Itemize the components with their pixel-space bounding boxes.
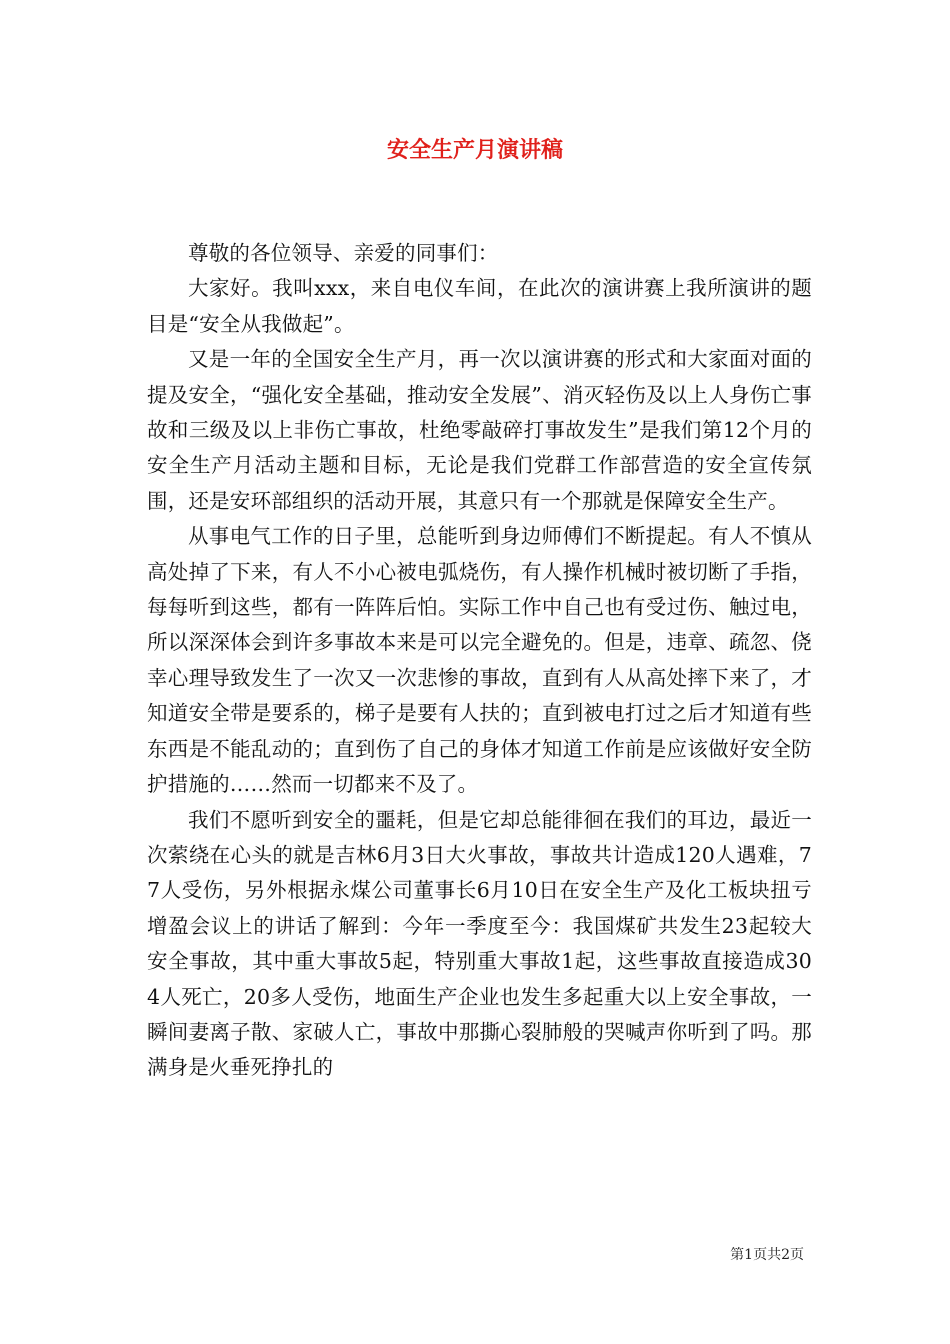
paragraph-4: 我们不愿听到安全的噩耗，但是它却总能徘徊在我们的耳边，最近一次萦绕在心头的就是吉林6月3日大火事故，事故共计造成120人遇难，77人受伤，另外根据永煤公司董事长6月10日在安全生产及化工板块扭亏增盈会议上的讲话了解到：今年一季度至今：我国煤矿共发生23起较大安全事故，其中重大事故5起，特别重大事故1起，这些事故直接造成304人死亡，20多人受伤，地面生产企业也发生多起重大以上安全事故，一瞬间妻离子散、家破人亡，事故中那撕心裂肺般的哭喊声你听到了吗。那满身是火垂死挣扎的 (147, 807, 812, 1080)
greeting-line: 尊敬的各位领导、亲爱的同事们： (188, 241, 499, 265)
document-title: 安全生产月演讲稿 (386, 138, 563, 163)
paragraph-2: 又是一年的全国安全生产月，再一次以演讲赛的形式和大家面对面的提及安全，“强化安全基础，推动安全发展”、消灭轻伤及以上人身伤亡事故和三级及以上非伤亡事故，杜绝零敲碎打事故发生”是我们第12个月的安全生产月活动主题和目标，无论是我们党群工作部营造的安全宣传氛围，还是安环部组织的活动开展，其意只有一个那就是保障安全生产。 (147, 347, 812, 513)
paragraph-1: 大家好。我叫xxx，来自电仪车间，在此次的演讲赛上我所演讲的题目是“安全从我做起”。 (147, 276, 812, 336)
page-number: 第1页共2页 (730, 1247, 804, 1263)
paragraph-3: 从事电气工作的日子里，总能听到身边师傅们不断提起。有人不慎从高处掉了下来，有人不小心被电弧烧伤，有人操作机械时被切断了手指，每每听到这些，都有一阵阵后怕。实际工作中自己也有受过伤、触过电，所以深深体会到许多事故本来是可以完全避免的。但是，违章、疏忽、侥幸心理导致发生了一次又一次悲惨的事故，直到有人从高处摔下来了，才知道安全带是要系的，梯子是要有人扶的；直到被电打过之后才知道有些东西是不能乱动的；直到伤了自己的身体才知道工作前是应该做好安全防护措施的……然而一切都来不及了。 (147, 524, 812, 797)
document-body (147, 236, 812, 1086)
